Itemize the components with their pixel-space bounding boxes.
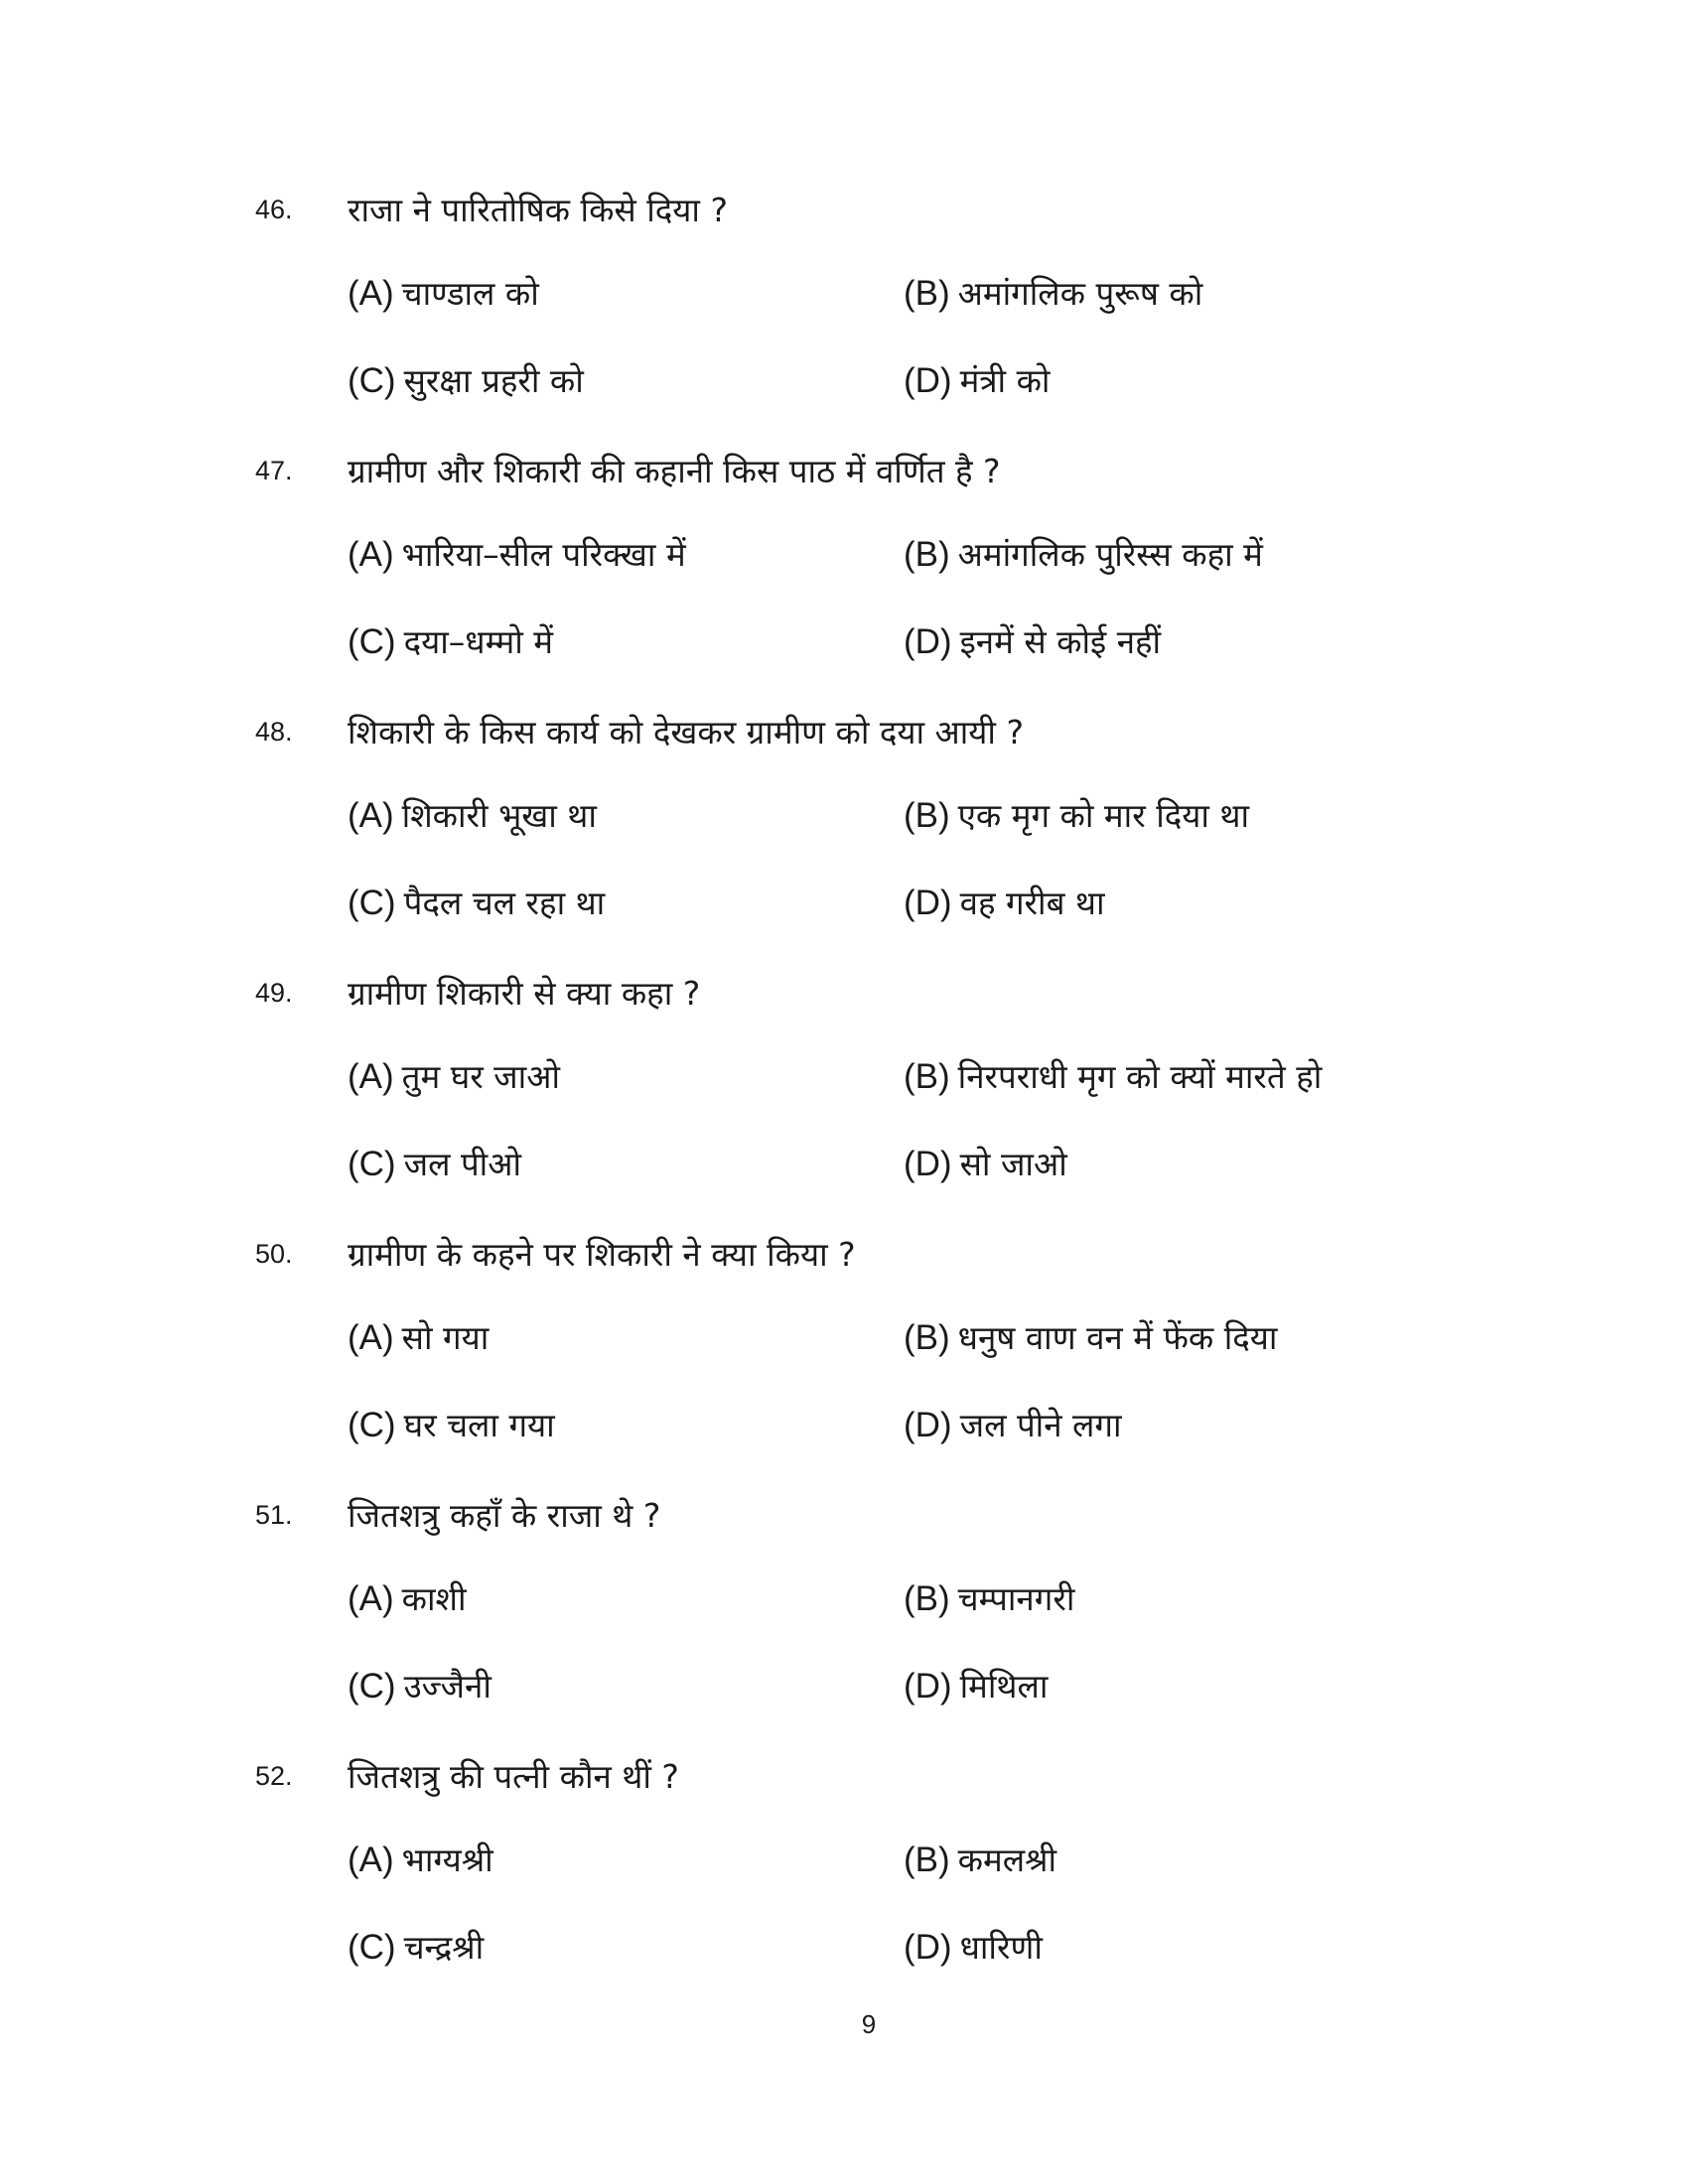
option-label: (C) [348,1667,396,1706]
question-number: 49. [255,978,293,1008]
option-d [904,357,1050,402]
question-number: 52. [255,1761,293,1791]
option-label: (A) [348,274,394,313]
question-stem [0,707,1688,756]
question-text: ग्रामीण शिकारी से क्या कहा ? [348,974,701,1013]
option-label: (D) [904,1145,952,1183]
question-text: ग्रामीण और शिकारी की कहानी किस पाठ में वर्णित है ? [348,452,1001,490]
question-number: 47. [255,456,293,485]
option-text: अमांगलिक पुरूष को [957,274,1203,313]
option-a [348,270,539,315]
option-label: (A) [348,1318,394,1357]
option-text: कमलश्री [957,1841,1057,1879]
question-stem [0,968,1688,1018]
option-label: (C) [348,884,396,922]
question-stem [0,185,1688,234]
option-label: (B) [904,796,950,835]
option-text: भारिया–सील परिक्खा में [401,535,686,574]
option-c [348,618,553,663]
page-number: 9 [861,2009,877,2039]
option-c [348,880,605,924]
option-label: (B) [904,1579,950,1618]
option-text: धारिणी [959,1928,1043,1967]
option-a [348,1837,493,1881]
option-text: एक मृग को मार दिया था [957,796,1250,835]
option-d [904,1141,1067,1185]
option-text: अमांगलिक पुरिस्स कहा में [957,535,1263,574]
option-d [904,1402,1122,1446]
option-d [904,1924,1043,1969]
option-b [904,1314,1277,1359]
option-text: चम्पानगरी [957,1579,1075,1618]
option-label: (C) [348,1928,396,1967]
option-label: (A) [348,796,394,835]
question-text: जितशत्रु की पत्नी कौन थीं ? [348,1757,679,1796]
option-text: धनुष वाण वन में फेंक दिया [957,1318,1278,1357]
option-text: सो गया [401,1318,490,1357]
question-number: 50. [255,1239,293,1269]
option-b [904,270,1202,315]
question-text: राजा ने पारितोषिक किसे दिया ? [348,191,728,229]
option-text: निरपराधी मृग को क्यों मारते हो [957,1057,1323,1096]
option-d [904,880,1105,924]
option-c [348,1663,492,1707]
option-label: (A) [348,1841,394,1879]
option-text: दया–धम्मो में [403,622,553,661]
option-label: (D) [904,361,952,400]
option-a [348,531,686,576]
option-c [348,357,584,402]
question-stem [0,1229,1688,1279]
option-label: (B) [904,1841,950,1879]
option-text: तुम घर जाओ [401,1057,560,1096]
question-number: 51. [255,1500,293,1530]
option-text: चन्द्रश्री [403,1928,485,1967]
option-text: जल पीओ [403,1145,521,1183]
option-text: काशी [401,1579,467,1618]
option-d [904,618,1161,663]
option-text: जल पीने लगा [959,1406,1122,1444]
option-c [348,1141,521,1185]
option-label: (C) [348,1145,396,1183]
option-label: (D) [904,1667,952,1706]
option-text: वह गरीब था [959,884,1105,922]
question-text: शिकारी के किस कार्य को देखकर ग्रामीण को दया आयी ? [348,713,1024,751]
option-text: उज्जैनी [403,1667,492,1706]
option-text: घर चला गया [403,1406,555,1444]
option-label: (A) [348,535,394,574]
question-stem [0,1751,1688,1801]
option-c [348,1402,555,1446]
question-text: ग्रामीण के कहने पर शिकारी ने क्या किया ? [348,1235,856,1274]
option-text: मिथिला [959,1667,1049,1706]
option-text: पैदल चल रहा था [403,884,606,922]
option-c [348,1924,484,1969]
option-a [348,1575,467,1620]
option-label: (C) [348,622,396,661]
option-label: (A) [348,1579,394,1618]
option-text: सुरक्षा प्रहरी को [403,361,584,400]
option-label: (D) [904,622,952,661]
option-text: चाण्डाल को [401,274,539,313]
question-number: 46. [255,195,293,224]
option-label: (D) [904,1406,952,1444]
option-b [904,531,1263,576]
option-label: (C) [348,1406,396,1444]
question-number: 48. [255,717,293,747]
option-label: (B) [904,1318,950,1357]
option-b [904,792,1249,837]
option-text: मंत्री को [959,361,1051,400]
option-d [904,1663,1048,1707]
option-a [348,1314,489,1359]
option-label: (D) [904,884,952,922]
option-a [348,792,597,837]
option-b [904,1575,1074,1620]
question-stem [0,1490,1688,1540]
option-a [348,1053,560,1098]
option-text: इनमें से कोई नहीं [959,622,1162,661]
option-label: (A) [348,1057,394,1096]
option-b [904,1053,1322,1098]
question-stem [0,446,1688,495]
option-text: सो जाओ [959,1145,1067,1183]
option-label: (B) [904,535,950,574]
option-label: (B) [904,274,950,313]
option-label: (D) [904,1928,952,1967]
option-label: (B) [904,1057,950,1096]
question-text: जितशत्रु कहाँ के राजा थे ? [348,1496,661,1535]
option-label: (C) [348,361,396,400]
option-text: शिकारी भूखा था [401,796,597,835]
option-b [904,1837,1056,1881]
option-text: भाग्यश्री [401,1841,493,1879]
